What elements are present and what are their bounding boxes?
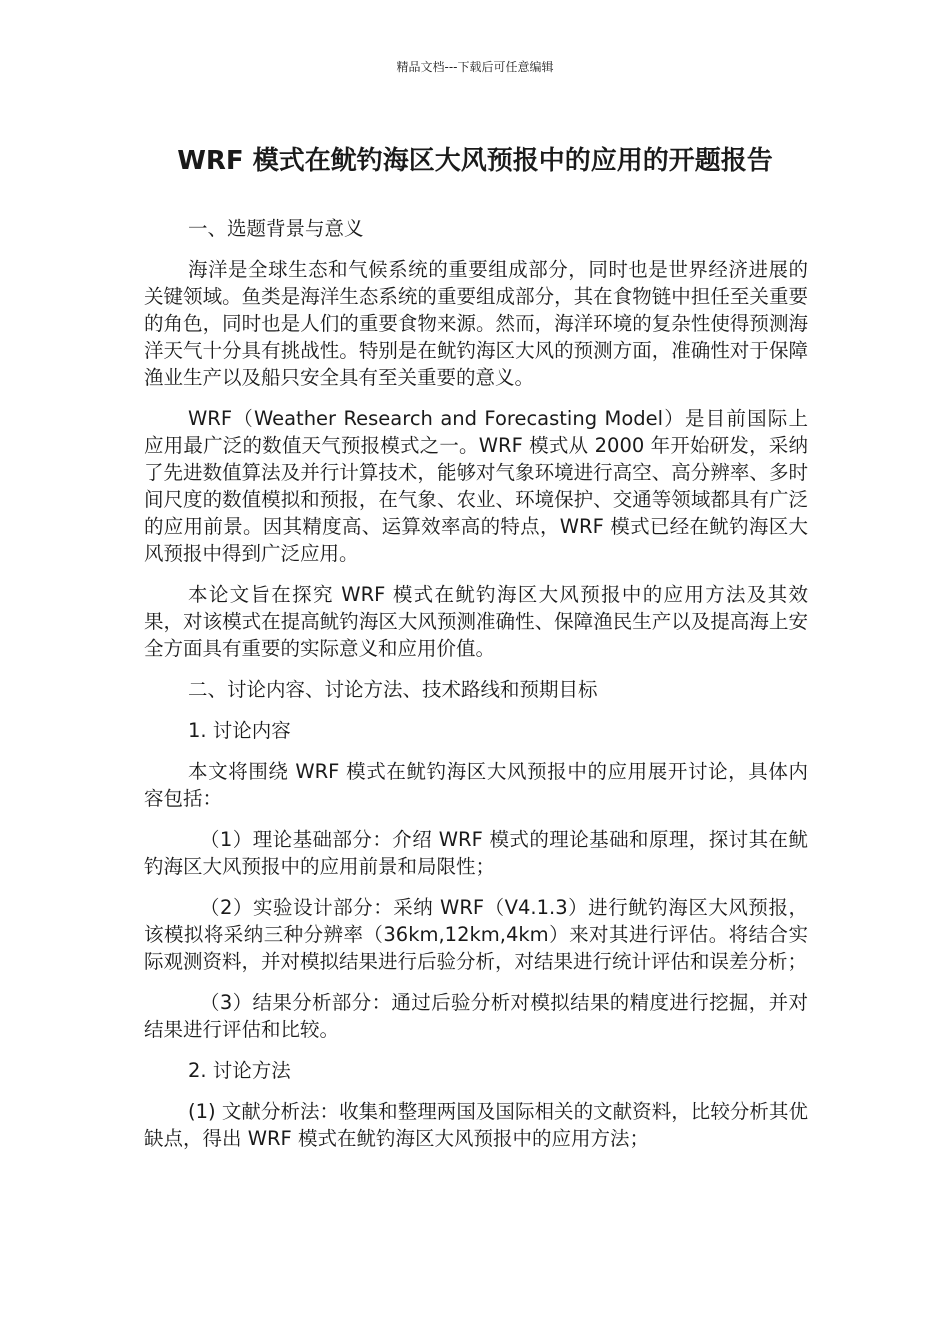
document-title: WRF 模式在鱿钓海区大风预报中的应用的开题报告	[177, 146, 773, 176]
section-heading-research: 二、讨论内容、讨论方法、技术路线和预期目标	[188, 678, 598, 701]
subheading-research-methods: 2. 讨论方法	[188, 1059, 291, 1082]
document-body	[144, 215, 808, 1166]
paragraph-ocean-importance: 海洋是全球生态和气候系统的重要组成部分，同时也是世界经济进展的关键领域。鱼类是海洋生态系统的重要组成部分，其在食物链中担任至关重要的角色，同时也是人们的重要食物来源。然而，海洋环境的复杂性使得预测海洋天气十分具有挑战性。特别是在鱿钓海区大风的预测方面，准确性对于保障渔业生产以及船只安全具有至关重要的意义。	[144, 258, 808, 389]
paragraph-wrf-intro: WRF（Weather Research and Forecasting Model）是目前国际上应用最广泛的数值天气预报模式之一。WRF 模式从 2000 年开始研发，采纳了先进数值算法及并行计算技术，能够对气象环境进行高空、高分辨率、多时间尺度的数值模拟和预报，在气象、农业、环境保护、交通等领域都具有广泛的应用前景。因其精度高、运算效率高的特点，WRF 模式已经在鱿钓海区大风预报中得到广泛应用。	[144, 407, 808, 565]
list-item-theory: （1）理论基础部分：介绍 WRF 模式的理论基础和原理，探讨其在鱿钓海区大风预报中的应用前景和局限性；	[144, 828, 808, 878]
paragraph-content-intro: 本文将围绕 WRF 模式在鱿钓海区大风预报中的应用展开讨论，具体内容包括：	[144, 760, 808, 810]
list-item-experiment: （2）实验设计部分：采纳 WRF（V4.1.3）进行鱿钓海区大风预报，该模拟将采纳三种分辨率（36km,12km,4km）来对其进行评估。将结合实际观测资料，并对模拟结果进行后验分析，对结果进行统计评估和误差分析；	[144, 896, 808, 973]
paragraph-thesis-aim: 本论文旨在探究 WRF 模式在鱿钓海区大风预报中的应用方法及其效果，对该模式在提高鱿钓海区大风预测准确性、保障渔民生产以及提高海上安全方面具有重要的实际意义和应用价值。	[144, 583, 808, 660]
subheading-research-content: 1. 讨论内容	[188, 719, 291, 742]
list-item-results: （3）结果分析部分：通过后验分析对模拟结果的精度进行挖掘，并对结果进行评估和比较。	[144, 991, 808, 1041]
list-item-literature-analysis: (1) 文献分析法：收集和整理两国及国际相关的文献资料，比较分析其优缺点，得出 WRF 模式在鱿钓海区大风预报中的应用方法；	[144, 1100, 808, 1150]
section-heading-background: 一、选题背景与意义	[188, 217, 364, 240]
header-note: 精品文档---下载后可任意编辑	[396, 60, 554, 74]
